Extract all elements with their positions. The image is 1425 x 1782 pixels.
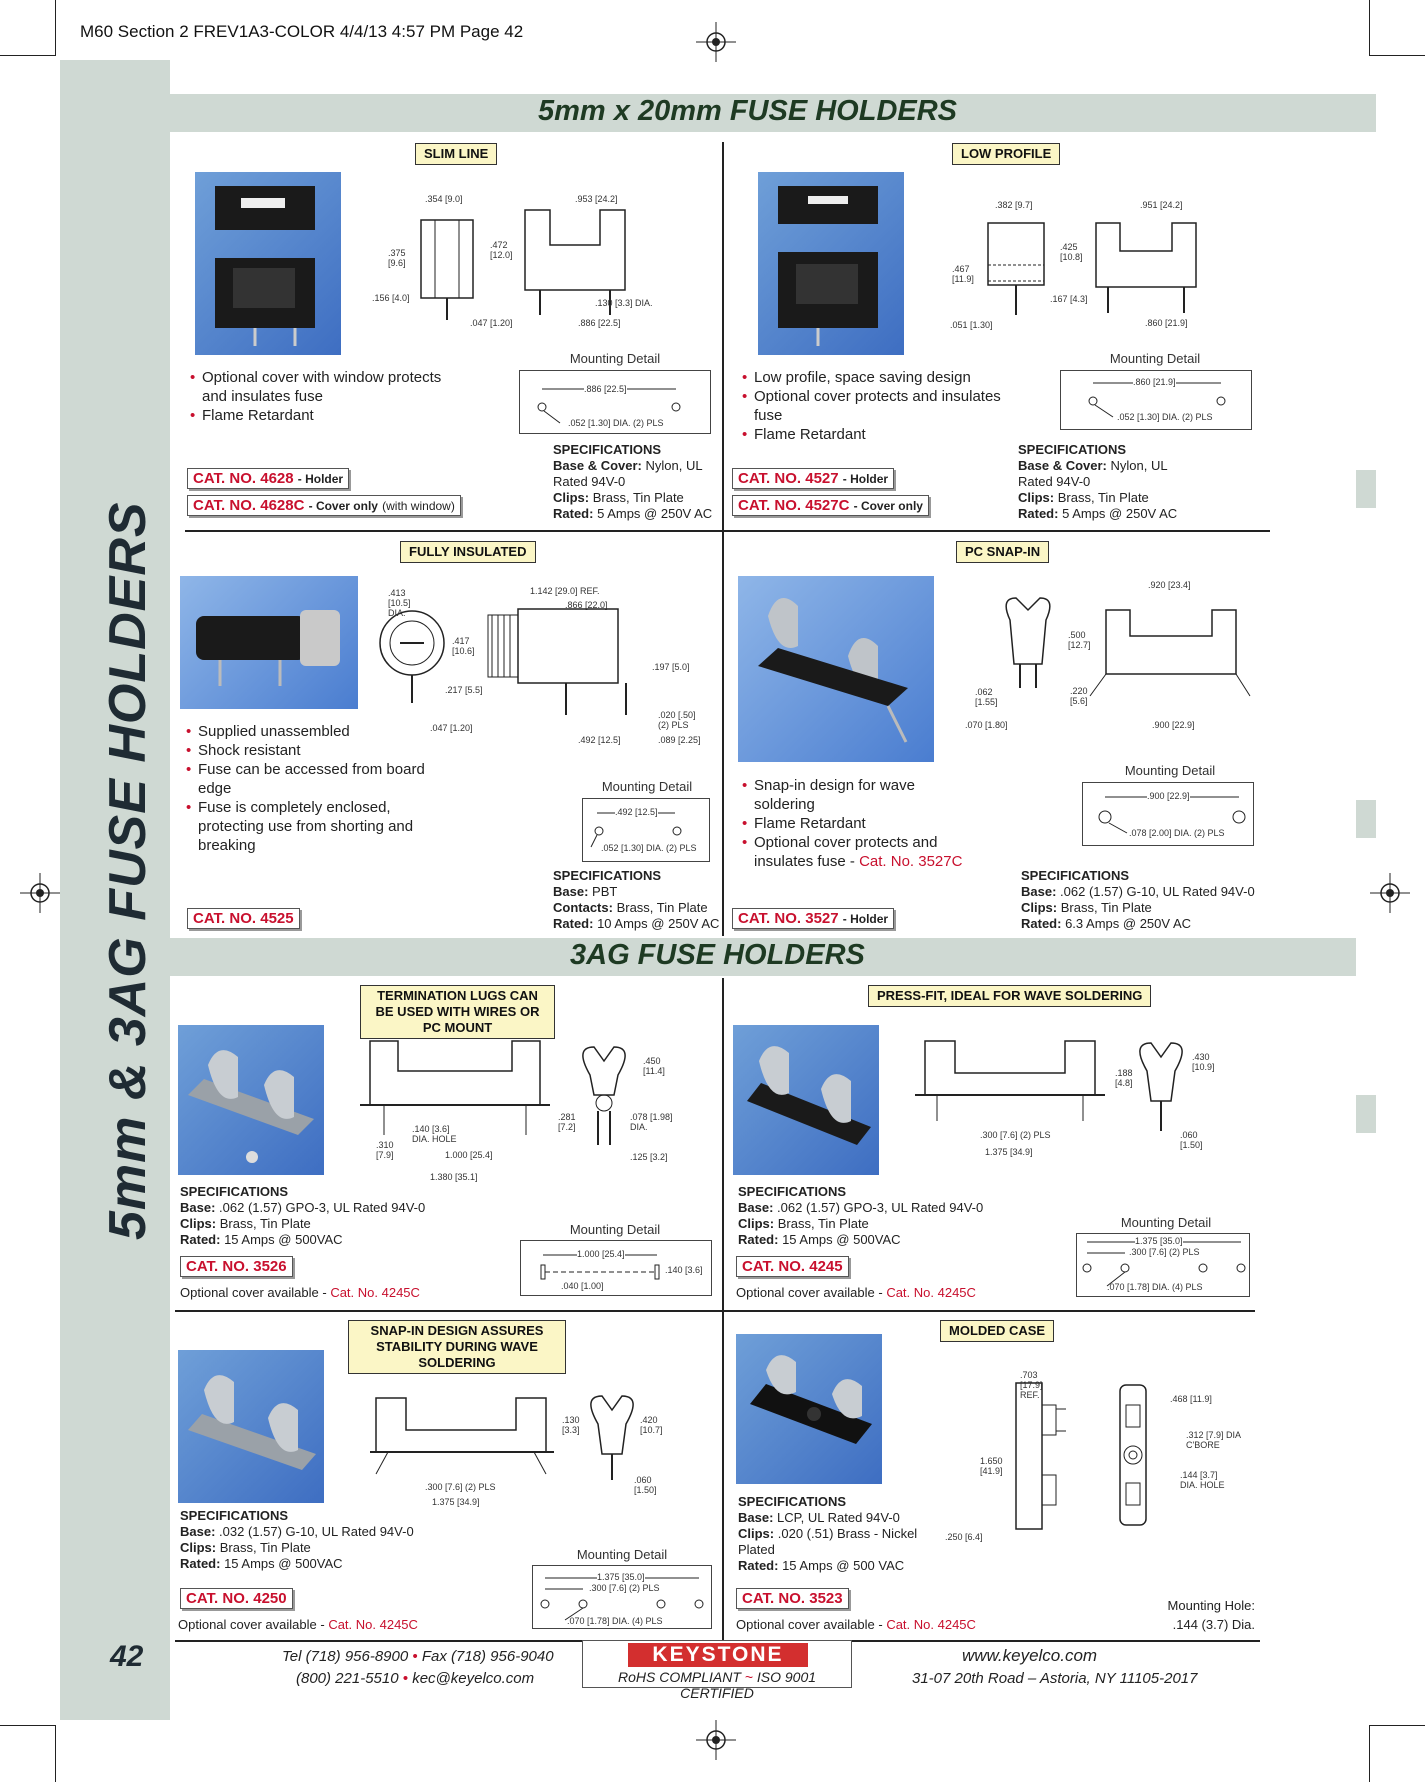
optional-cover-note (178, 1617, 418, 1632)
slim-line-photo (195, 172, 341, 355)
cat-desc: - Holder (842, 912, 889, 926)
dimension-label: .300 [7.6] (2) PLS (980, 1130, 1051, 1140)
dimension-label: .860 [21.9] (1133, 377, 1176, 387)
4250-photo (178, 1350, 324, 1503)
spec-key: Base: (180, 1200, 216, 1215)
pc-snap-in-label: PC SNAP-IN (956, 541, 1049, 563)
4250-specs (180, 1508, 440, 1572)
keystone-logo (582, 1640, 852, 1701)
crop-mark (0, 55, 56, 56)
crop-mark (1369, 0, 1370, 56)
specs-heading: SPECIFICATIONS (180, 1508, 289, 1523)
dimension-label: .217 [5.5] (445, 685, 483, 695)
fully-insulated-features (186, 722, 456, 855)
section-title: 3AG FUSE HOLDERS (570, 939, 865, 971)
spec-value: 6.3 Amps @ 250V AC (1065, 916, 1192, 931)
dimension-label: 1.375 [34.9] (432, 1497, 480, 1507)
spec-value: 5 Amps @ 250V AC (1062, 506, 1178, 521)
cat-number: CAT. NO. 4245 (742, 1258, 843, 1275)
spec-key: Contacts: (553, 900, 613, 915)
dimension-label: .062 [1.55] (975, 687, 998, 707)
specs-heading: SPECIFICATIONS (1018, 442, 1127, 457)
mounting-detail-title: Mounting Detail (576, 1547, 668, 1562)
feature-item: • Supplied unassembled (186, 722, 456, 741)
cat-number: CAT. NO. 4250 (186, 1590, 287, 1607)
dimension-label: .220 [5.6] (1070, 686, 1088, 706)
feature-item (742, 833, 972, 871)
cat-no-4527c (732, 495, 929, 516)
footer-address: 31-07 20th Road – Astoria, NY 11105-2017 (912, 1670, 1198, 1687)
footer-phone: Tel (718) 956-8900 • Fax (718) 956-9040 (282, 1648, 554, 1665)
dimension-label: .078 [2.00] DIA. (2) PLS (1129, 828, 1225, 838)
low-profile-label: LOW PROFILE (952, 143, 1060, 165)
spec-key: Base: (180, 1524, 216, 1539)
divider (175, 1310, 1255, 1312)
dimension-label: .020 [.50] (2) PLS (658, 710, 696, 730)
dimension-label: .070 [1.80] (965, 720, 1008, 730)
iso-text: ISO 9001 CERTIFIED (680, 1669, 817, 1701)
feature-item: • Flame Retardant (190, 406, 450, 425)
crop-mark (55, 0, 56, 56)
spec-value: .062 (1.57) GPO-3, UL Rated 94V-0 (219, 1200, 426, 1215)
optional-cover-note (180, 1285, 420, 1300)
fuse-holder-icon (195, 172, 341, 355)
fuse-holder-icon (758, 172, 904, 355)
spec-value: Nylon, UL Rated 94V-0 (553, 458, 703, 489)
feature-item: • Flame Retardant (742, 425, 1032, 444)
mounting-detail-box (1082, 782, 1254, 846)
spec-value: 15 Amps @ 500VAC (224, 1232, 343, 1247)
feature-text: Optional cover protects and insulates fuse - (754, 834, 938, 870)
feature-item: • Fuse is completely enclosed, protecting use from shorting and breaking (186, 798, 456, 855)
dimension-label: .130 [3.3] (562, 1415, 580, 1435)
footer-contact: (800) 221-5510 • kec@keyelco.com (296, 1670, 535, 1687)
4245-label: PRESS-FIT, IDEAL FOR WAVE SOLDERING (868, 985, 1151, 1007)
spec-key: Clips: (180, 1216, 217, 1231)
cat-no-3527 (732, 908, 894, 929)
note-text: Optional cover available - (180, 1285, 331, 1300)
dimension-label: .413 [10.5] DIA. (388, 588, 411, 618)
slim-line-drawing (375, 190, 675, 330)
cat-number: CAT. NO. 4525 (193, 910, 294, 927)
mounting-detail-box (519, 370, 711, 434)
spec-value: Brass, Tin Plate (219, 1540, 311, 1555)
spec-value: Brass, Tin Plate (1060, 900, 1152, 915)
spec-key: Clips: (1018, 490, 1055, 505)
dimension-label: .125 [3.2] (630, 1152, 668, 1162)
edge-tab (1356, 1095, 1376, 1133)
spec-key: Rated: (553, 916, 594, 931)
4245-photo (733, 1025, 879, 1175)
dimension-label: .886 [22.5] (578, 318, 621, 328)
dimension-label: .188 [4.8] (1115, 1068, 1133, 1088)
note-text: Optional cover available - (178, 1617, 329, 1632)
dimension-label: .468 [11.9] (1170, 1394, 1212, 1404)
dimension-label: .951 [24.2] (1140, 200, 1183, 210)
crop-mark (1369, 1726, 1370, 1782)
3523-photo (736, 1334, 882, 1484)
dimension-label: .052 [1.30] DIA. (2) PLS (1117, 412, 1213, 422)
mounting-detail-title: Mounting Detail (1109, 351, 1201, 366)
dimension-label: .040 [1.00] (561, 1281, 604, 1291)
cat-reference: Cat. No. 4245C (328, 1617, 418, 1632)
dimension-label: .703 [17.9] REF. (1020, 1370, 1043, 1400)
spec-value: 15 Amps @ 500VAC (224, 1556, 343, 1571)
feature-item: • Snap-in design for wave soldering (742, 776, 972, 814)
3526-label: TERMINATION LUGS CAN BE USED WITH WIRES OR PC MOUNT (360, 985, 555, 1039)
website-link[interactable]: www.keyelco.com (962, 1646, 1098, 1665)
cat-reference: Cat. No. 4245C (886, 1617, 976, 1632)
cat-number: CAT. NO. 3523 (742, 1590, 843, 1607)
dimension-label: .425 [10.8] (1060, 242, 1083, 262)
cat-reference: Cat. No. 3527C (859, 853, 963, 870)
mounting-hole-label: Mounting Hole: (1167, 1598, 1255, 1613)
3523-label: MOLDED CASE (940, 1320, 1054, 1342)
cat-no-4628 (187, 468, 349, 489)
registration-mark-icon (696, 22, 736, 62)
cat-desc: - Cover only (308, 499, 378, 513)
spec-value: Nylon, UL Rated 94V-0 (1018, 458, 1168, 489)
dimension-label: .312 [7.9] DIA C'BORE (1186, 1430, 1241, 1450)
cat-no-3526 (180, 1256, 293, 1277)
spec-value: Brass, Tin Plate (1057, 490, 1149, 505)
dimension-label: .467 [11.9] (952, 264, 974, 284)
mounting-detail-title: Mounting Detail (1124, 763, 1216, 778)
spec-value: .032 (1.57) G-10, UL Rated 94V-0 (219, 1524, 414, 1539)
dimension-label: .375 [9.6] (388, 248, 406, 268)
spec-key: Base: (738, 1200, 774, 1215)
3526-drawing (360, 1035, 690, 1185)
mounting-detail-title: Mounting Detail (569, 351, 661, 366)
specs-heading: SPECIFICATIONS (1021, 868, 1130, 883)
dimension-label: .492 [12.5] (578, 735, 621, 745)
low-profile-photo (758, 172, 904, 355)
crop-mark (1369, 55, 1425, 56)
note-text: Optional cover available - (736, 1617, 887, 1632)
spec-value: 15 Amps @ 500 VAC (782, 1558, 905, 1573)
low-profile-drawing (940, 195, 1240, 335)
3526-specs (180, 1184, 440, 1248)
slim-line-features (190, 368, 450, 425)
dimension-label: 1.000 [25.4] (577, 1249, 625, 1259)
3523-specs (738, 1494, 938, 1574)
spec-key: Base: (738, 1510, 774, 1525)
mounting-detail-title: Mounting Detail (601, 779, 693, 794)
cat-no-4527 (732, 468, 894, 489)
spec-value: 5 Amps @ 250V AC (597, 506, 713, 521)
cat-number: CAT. NO. 3526 (186, 1258, 287, 1275)
cat-note: (with window) (382, 499, 455, 513)
dimension-label: 1.375 [34.9] (985, 1147, 1033, 1157)
spec-value: Brass, Tin Plate (592, 490, 684, 505)
pc-snap-in-specs (1021, 868, 1281, 932)
spec-value: .062 (1.57) GPO-3, UL Rated 94V-0 (777, 1200, 984, 1215)
fuse-holder-icon (178, 1025, 324, 1175)
fuse-holder-icon (738, 576, 934, 762)
dimension-label: .900 [22.9] (1147, 791, 1190, 801)
edge-tab (1356, 800, 1376, 838)
dimension-label: .430 [10.9] (1192, 1052, 1215, 1072)
feature-item: • Flame Retardant (742, 814, 972, 833)
spec-key: Clips: (553, 490, 590, 505)
cat-number: CAT. NO. 4628C (193, 497, 305, 514)
spec-value: 15 Amps @ 500VAC (782, 1232, 901, 1247)
cat-no-3523 (736, 1588, 849, 1609)
spec-value: PBT (592, 884, 618, 899)
crop-mark (1369, 1725, 1425, 1726)
dimension-label: .197 [5.0] (652, 662, 690, 672)
feature-item: • Fuse can be accessed from board edge (186, 760, 456, 798)
spec-key: Rated: (553, 506, 594, 521)
dimension-label: .144 [3.7] DIA. HOLE (1180, 1470, 1225, 1490)
low-profile-specs (1018, 442, 1188, 522)
dimension-label: 1.375 [35.0] (1135, 1236, 1183, 1246)
phone-number: Tel (718) 956-8900 (282, 1648, 409, 1665)
crop-mark (0, 1725, 56, 1726)
dimension-label: .492 [12.5] (615, 807, 658, 817)
fuse-holder-icon (178, 1350, 324, 1503)
dimension-label: .047 [1.20] (430, 723, 473, 733)
dimension-label: .300 [7.6] (2) PLS (589, 1583, 660, 1593)
cat-no-4245 (736, 1256, 849, 1277)
fully-insulated-label: FULLY INSULATED (400, 541, 536, 563)
dimension-label: .167 [4.3] (1050, 294, 1088, 304)
mounting-detail-box (520, 1240, 712, 1296)
dimension-label: 1.000 [25.4] (445, 1150, 493, 1160)
spec-value: LCP, UL Rated 94V-0 (777, 1510, 900, 1525)
dimension-label: .140 [3.6] DIA. HOLE (412, 1124, 457, 1144)
dimension-label: .866 [22.0] (565, 600, 608, 610)
dimension-label: .060 [1.50] (634, 1475, 657, 1495)
cat-reference: Cat. No. 4245C (886, 1285, 976, 1300)
spec-value: Brass, Tin Plate (777, 1216, 869, 1231)
crop-mark (55, 1726, 56, 1782)
spec-key: Rated: (180, 1232, 221, 1247)
dimension-label: .300 [7.6] (2) PLS (425, 1482, 496, 1492)
pc-snap-in-photo (738, 576, 934, 762)
email-link[interactable]: kec@keyelco.com (412, 1670, 535, 1687)
spec-key: Clips: (180, 1540, 217, 1555)
mounting-detail-title: Mounting Detail (1120, 1215, 1212, 1230)
registration-mark-icon (20, 873, 60, 913)
dimension-label: .354 [9.0] (425, 194, 463, 204)
page-number: 42 (110, 1640, 144, 1673)
spec-key: Base & Cover: (553, 458, 642, 473)
pc-snap-in-features (742, 776, 972, 871)
spec-value: .062 (1.57) G-10, UL Rated 94V-0 (1060, 884, 1255, 899)
registration-mark-icon (1370, 873, 1410, 913)
spec-key: Base: (1021, 884, 1057, 899)
optional-cover-note (736, 1285, 976, 1300)
spec-value: Brass, Tin Plate (219, 1216, 311, 1231)
feature-item: • Optional cover protects and insulates fuse (742, 387, 1032, 425)
cat-number: CAT. NO. 4628 (193, 470, 294, 487)
mounting-detail-box (582, 798, 710, 862)
specs-heading: SPECIFICATIONS (553, 868, 662, 883)
spec-value: 10 Amps @ 250V AC (597, 916, 720, 931)
spec-key: Clips: (738, 1526, 775, 1541)
side-title: 5mm & 3AG FUSE HOLDERS (99, 501, 157, 1240)
cat-no-4250 (180, 1588, 293, 1609)
feature-item: • Optional cover with window protects and insulates fuse (190, 368, 450, 406)
spec-value: Brass, Tin Plate (616, 900, 708, 915)
dimension-label: .060 [1.50] (1180, 1130, 1203, 1150)
dimension-label: .089 [2.25] (658, 735, 701, 745)
logo-text: KEYSTONE (628, 1643, 808, 1667)
note-text: Optional cover available - (736, 1285, 887, 1300)
dimension-label: .920 [23.4] (1148, 580, 1191, 590)
spec-key: Clips: (1021, 900, 1058, 915)
specs-heading: SPECIFICATIONS (738, 1184, 847, 1199)
dimension-label: .860 [21.9] (1145, 318, 1188, 328)
cat-desc: - Holder (842, 472, 889, 486)
dimension-label: .472 [12.0] (490, 240, 513, 260)
dimension-label: .450 [11.4] (643, 1056, 665, 1076)
specs-heading: SPECIFICATIONS (553, 442, 662, 457)
dimension-label: .047 [1.20] (470, 318, 513, 328)
logo-certifications: RoHS COMPLIANT ~ ISO 9001 CERTIFIED (617, 1669, 817, 1701)
registration-mark-icon (696, 1720, 736, 1760)
cat-desc: - Cover only (853, 499, 923, 513)
pc-snap-in-drawing (950, 580, 1250, 730)
dimension-label: .417 [10.6] (452, 636, 475, 656)
mounting-detail-box (532, 1565, 712, 1629)
spec-key: Rated: (738, 1232, 779, 1247)
section-title: 5mm x 20mm FUSE HOLDERS (538, 95, 958, 127)
specs-heading: SPECIFICATIONS (738, 1494, 847, 1509)
cat-no-4628c (187, 495, 461, 516)
dimension-label: .078 [1.98] DIA. (630, 1112, 673, 1132)
slim-line-specs (553, 442, 723, 522)
mounting-hole-value: .144 (3.7) Dia. (1172, 1617, 1255, 1632)
dimension-label: 1.375 [35.0] (597, 1572, 645, 1582)
4245-drawing (915, 1035, 1215, 1155)
dimension-label: .420 [10.7] (640, 1415, 663, 1435)
cat-number: CAT. NO. 3527 (738, 910, 839, 927)
cat-number: CAT. NO. 4527 (738, 470, 839, 487)
dimension-label: .070 [1.78] DIA. (4) PLS (567, 1616, 663, 1626)
dimension-label: .886 [22.5] (584, 384, 627, 394)
edge-tab (1356, 470, 1376, 508)
slim-line-label: SLIM LINE (415, 143, 497, 165)
dimension-label: .051 [1.30] (950, 320, 993, 330)
dimension-label: .300 [7.6] (2) PLS (1129, 1247, 1200, 1257)
4250-label: SNAP-IN DESIGN ASSURES STABILITY DURING WAVE SOLDERING (348, 1320, 566, 1374)
dimension-label: .382 [9.7] (995, 200, 1033, 210)
spec-key: Rated: (1021, 916, 1062, 931)
spec-key: Rated: (1018, 506, 1059, 521)
spec-key: Base: (553, 884, 589, 899)
dimension-label: .500 [12.7] (1068, 630, 1091, 650)
3526-photo (178, 1025, 324, 1175)
mounting-detail-box (1076, 1233, 1250, 1297)
fuse-holder-icon (733, 1025, 879, 1175)
spec-key: Rated: (738, 1558, 779, 1573)
dimension-label: 1.380 [35.1] (430, 1172, 478, 1182)
dimension-label: .052 [1.30] DIA. (2) PLS (568, 418, 664, 428)
4250-drawing (370, 1390, 670, 1510)
fax-number: Fax (718) 956-9040 (421, 1648, 554, 1665)
specs-heading: SPECIFICATIONS (180, 1184, 289, 1199)
dimension-label: .953 [24.2] (575, 194, 618, 204)
dimension-label: .310 [7.9] (376, 1140, 394, 1160)
cat-no-4525 (187, 908, 300, 929)
fuse-holder-icon (180, 576, 358, 709)
mounting-detail-box (1060, 370, 1252, 430)
4245-specs (738, 1184, 998, 1248)
dimension-label: .250 [6.4] (945, 1532, 983, 1542)
cat-desc: - Holder (297, 472, 344, 486)
rohs-text: RoHS COMPLIANT (617, 1669, 741, 1685)
dimension-label: .281 [7.2] (558, 1112, 576, 1132)
feature-item: • Shock resistant (186, 741, 456, 760)
fully-insulated-specs (553, 868, 723, 932)
dimension-label: .900 [22.9] (1152, 720, 1195, 730)
divider (185, 530, 1270, 532)
cat-number: CAT. NO. 4527C (738, 497, 850, 514)
dimension-label: .130 [3.3] DIA. (595, 298, 653, 308)
fully-insulated-photo (180, 576, 358, 709)
spec-key: Base & Cover: (1018, 458, 1107, 473)
dimension-label: .156 [4.0] (372, 293, 410, 303)
fuse-holder-icon (736, 1334, 882, 1484)
cat-reference: Cat. No. 4245C (330, 1285, 420, 1300)
print-slug: M60 Section 2 FREV1A3-COLOR 4/4/13 4:57 PM Page 42 (80, 22, 524, 41)
mounting-detail-title: Mounting Detail (569, 1222, 661, 1237)
dimension-label: 1.142 [29.0] REF. (530, 586, 600, 596)
dimension-label: .070 [1.78] DIA. (4) PLS (1107, 1282, 1203, 1292)
optional-cover-note (736, 1617, 976, 1632)
spec-value: .020 (.51) Brass - Nickel Plated (738, 1526, 918, 1557)
dimension-label: .140 [3.6] (665, 1265, 703, 1275)
low-profile-features (742, 368, 1032, 444)
dimension-label: 1.650 [41.9] (980, 1456, 1003, 1476)
spec-key: Rated: (180, 1556, 221, 1571)
feature-item: • Low profile, space saving design (742, 368, 1032, 387)
dimension-label: .052 [1.30] DIA. (2) PLS (601, 843, 697, 853)
toll-free-number: (800) 221-5510 (296, 1670, 399, 1687)
spec-key: Clips: (738, 1216, 775, 1231)
